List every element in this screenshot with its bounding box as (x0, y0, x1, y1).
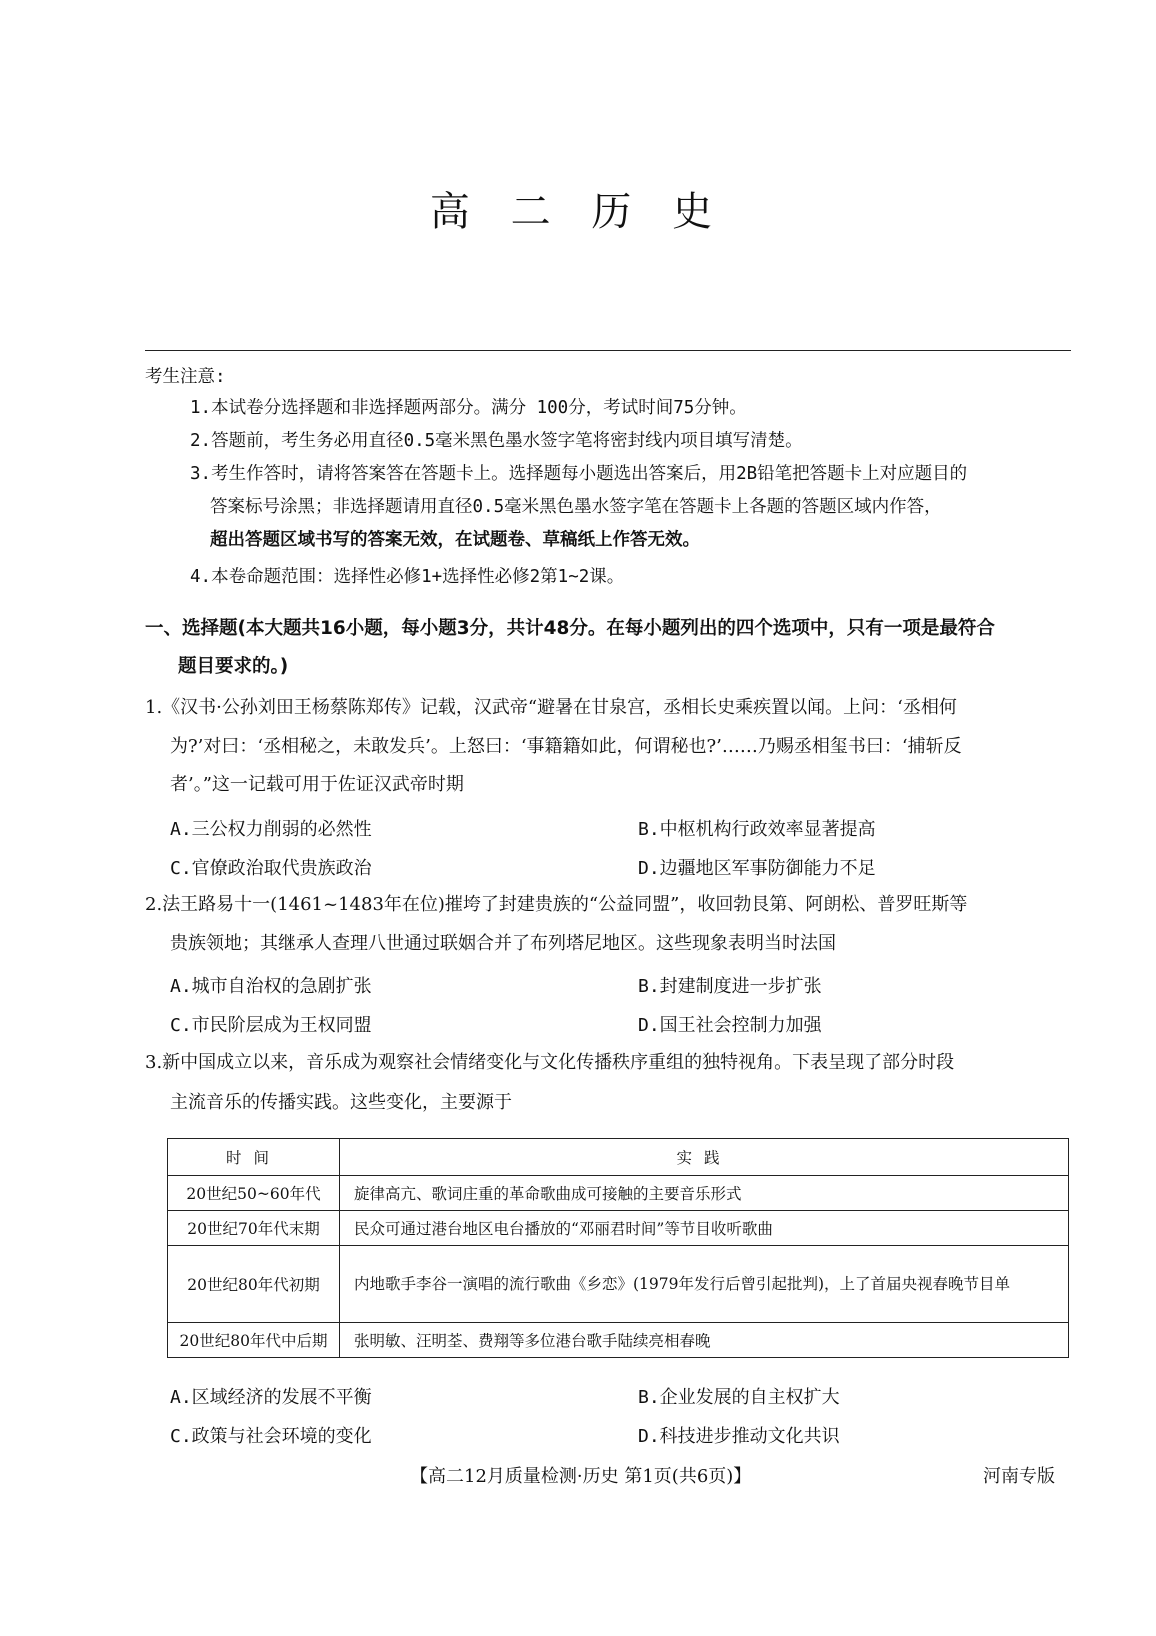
question-1-text: 者’。”这一记载可用于佐证汉武帝时期 (170, 774, 464, 795)
table-cell-time: 20世纪70年代末期 (168, 1211, 340, 1246)
table-cell-time: 20世纪80年代初期 (168, 1246, 340, 1323)
question-3-text: 主流音乐的传播实践。这些变化，主要源于 (170, 1092, 512, 1113)
table-cell-practice: 张明敏、汪明荃、费翔等多位港台歌手陆续亮相春晚 (340, 1323, 1069, 1358)
table-cell-practice: 旋律高亢、歌词庄重的革命歌曲成可接触的主要音乐形式 (340, 1176, 1069, 1211)
music-table (167, 1138, 1069, 1358)
question-1-text: 1.《汉书·公孙刘田王杨蔡陈郑传》记载，汉武帝“避暑在甘泉宫，丞相长史乘疾置以闻。上问：‘丞相何 (145, 697, 957, 718)
question-3-option-a[interactable]: A.区域经济的发展不平衡 (170, 1387, 372, 1408)
table-cell-practice: 内地歌手李谷一演唱的流行歌曲《乡恋》(1979年发行后曾引起批判)，上了首届央视春晚节目单 (340, 1246, 1069, 1323)
question-1-text: 为?’对曰：‘丞相秘之，未敢发兵’。上怒曰：‘事籍籍如此，何谓秘也?’……乃赐丞相玺书曰：‘捕斩反 (170, 736, 962, 757)
question-1-option-d[interactable]: D.边疆地区军事防御能力不足 (638, 858, 876, 879)
question-3-option-b[interactable]: B.企业发展的自主权扩大 (638, 1387, 840, 1408)
question-2-option-d[interactable]: D.国王社会控制力加强 (638, 1015, 822, 1036)
notice-item: 超出答题区域书写的答案无效，在试题卷、草稿纸上作答无效。 (210, 530, 700, 550)
table-cell-time: 20世纪50~60年代 (168, 1176, 340, 1211)
question-2-text: 贵族领地；其继承人查理八世通过联姻合并了布列塔尼地区。这些现象表明当时法国 (170, 933, 836, 954)
table-row (168, 1323, 1069, 1358)
question-3-option-d[interactable]: D.科技进步推动文化共识 (638, 1426, 840, 1447)
table-row (168, 1211, 1069, 1246)
question-2-option-c[interactable]: C.市民阶层成为王权同盟 (170, 1015, 372, 1036)
table-header-time: 时间 (168, 1139, 340, 1176)
table-header-row (168, 1139, 1069, 1176)
section-heading-cont: 题目要求的。) (178, 656, 289, 677)
question-1-option-c[interactable]: C.官僚政治取代贵族政治 (170, 858, 372, 879)
question-2-option-a[interactable]: A.城市自治权的急剧扩张 (170, 976, 372, 997)
question-1-option-a[interactable]: A.三公权力削弱的必然性 (170, 819, 372, 840)
notice-item: 答案标号涂黑；非选择题请用直径0.5毫米黑色墨水签字笔在答题卡上各题的答题区域内作答， (210, 497, 942, 517)
question-3-option-c[interactable]: C.政策与社会环境的变化 (170, 1426, 372, 1447)
table-row (168, 1246, 1069, 1323)
section-heading: 一、选择题(本大题共16小题，每小题3分，共计48分。在每小题列出的四个选项中，只有一项是最符合 (145, 618, 995, 639)
notice-heading: 考生注意: (145, 367, 226, 387)
notice-item: 1.本试卷分选择题和非选择题两部分。满分 100分，考试时间75分钟。 (190, 398, 747, 418)
table-row (168, 1176, 1069, 1211)
divider (145, 350, 1071, 351)
notice-item: 3.考生作答时，请将答案答在答题卡上。选择题每小题选出答案后，用2B铅笔把答题卡上对应题目的 (190, 464, 968, 484)
question-2-text: 2.法王路易十一(1461~1483年在位)摧垮了封建贵族的“公益同盟”，收回勃艮第、阿朗松、普罗旺斯等 (145, 894, 968, 915)
page-title: 高 二 历 史 (429, 189, 727, 235)
question-2-option-b[interactable]: B.封建制度进一步扩张 (638, 976, 822, 997)
table-cell-time: 20世纪80年代中后期 (168, 1323, 340, 1358)
notice-item: 4.本卷命题范围：选择性必修1+选择性必修2第1~2课。 (190, 567, 625, 587)
edition-label: 河南专版 (983, 1466, 1055, 1487)
notice-item: 2.答题前，考生务必用直径0.5毫米黑色墨水签字笔将密封线内项目填写清楚。 (190, 431, 803, 451)
table-header-practice: 实践 (340, 1139, 1069, 1176)
question-1-option-b[interactable]: B.中枢机构行政效率显著提高 (638, 819, 876, 840)
page-footer: 【高二12月质量检测·历史 第1页(共6页)】 (410, 1466, 752, 1487)
table-cell-practice: 民众可通过港台地区电台播放的“邓丽君时间”等节目收听歌曲 (340, 1211, 1069, 1246)
question-3-text: 3.新中国成立以来，音乐成为观察社会情绪变化与文化传播秩序重组的独特视角。下表呈现了部分时段 (145, 1052, 955, 1073)
